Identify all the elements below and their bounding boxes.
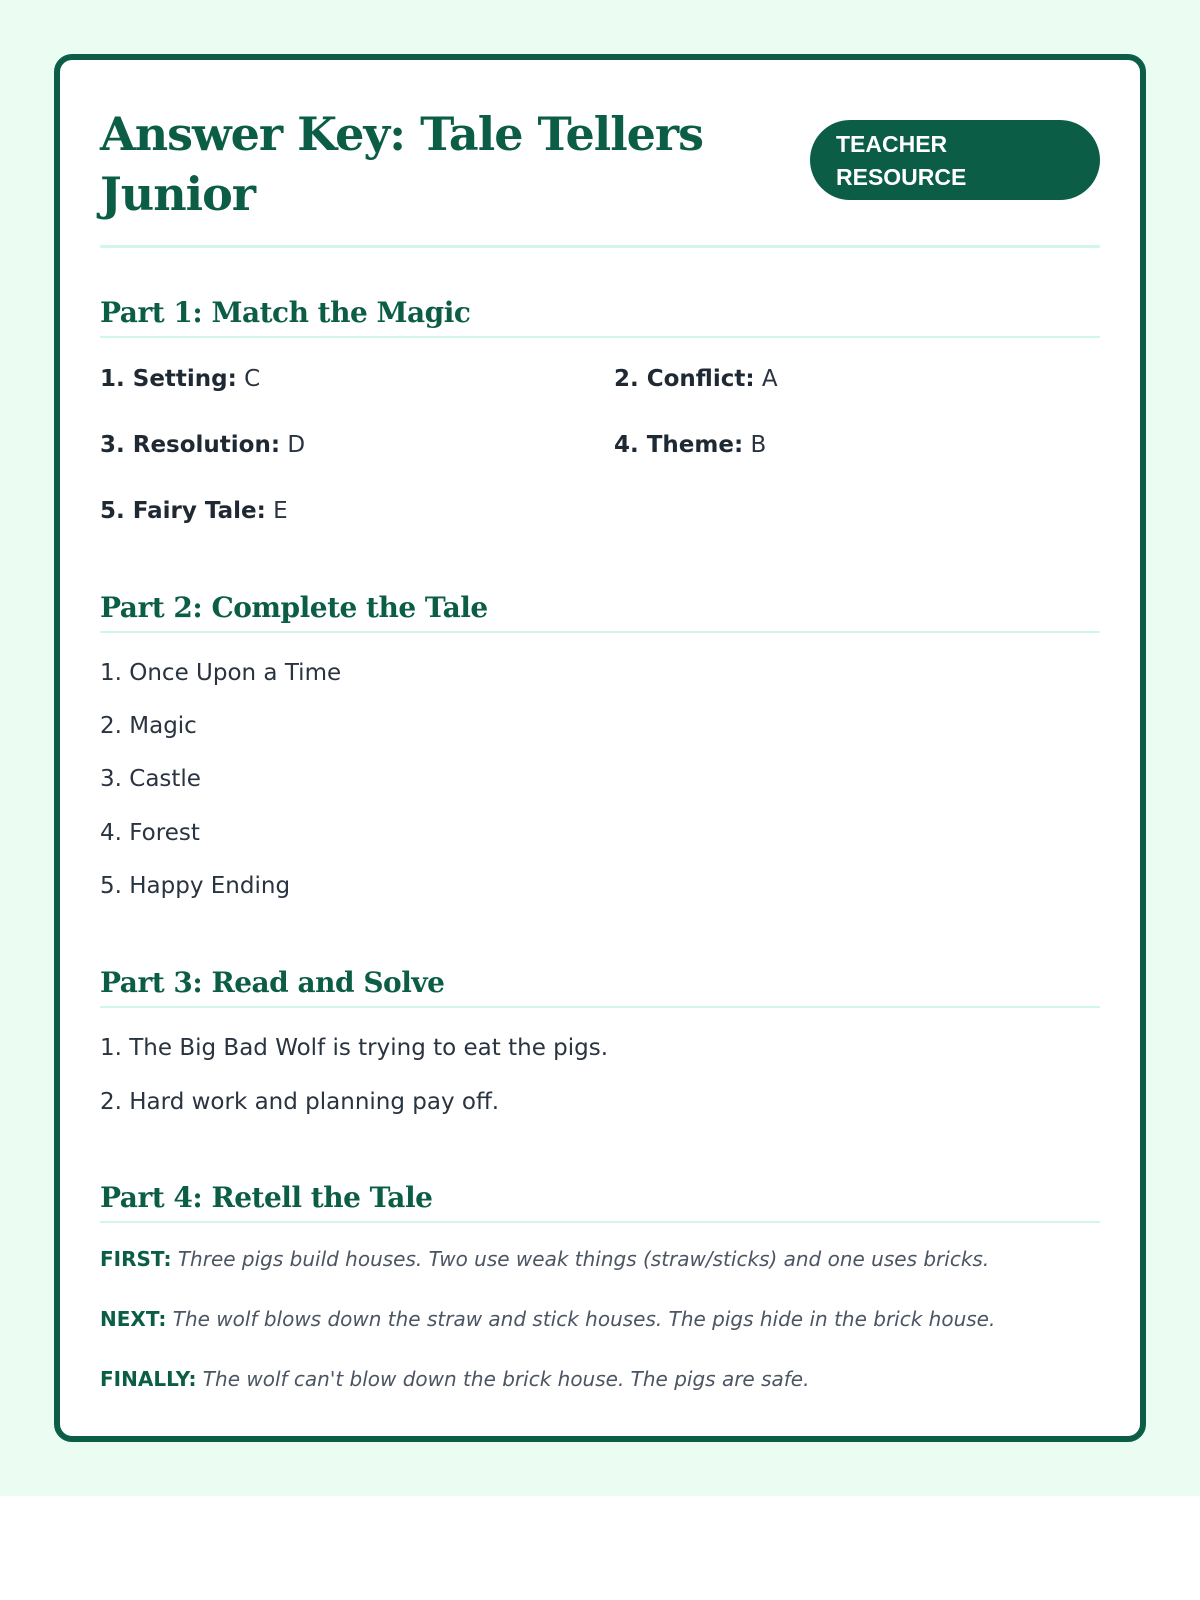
part1-item-label: 3. Resolution:	[100, 432, 281, 458]
retell-item	[100, 1305, 995, 1333]
part3-title: Part 3: Read and Solve	[100, 966, 1100, 1008]
retell-text: Three pigs build houses. Two use weak things (straw/sticks) and one uses bricks.	[177, 1247, 990, 1271]
part2-item: 4. Forest	[100, 820, 200, 846]
part4-title: Part 4: Retell the Tale	[100, 1181, 1100, 1223]
part1-item	[614, 364, 778, 394]
part2-item: 5. Happy Ending	[100, 873, 291, 899]
part1-item-answer: A	[761, 366, 778, 392]
retell-label: FINALLY:	[100, 1367, 197, 1391]
part2-title: Part 2: Complete the Tale	[100, 591, 1100, 633]
part1-item	[100, 364, 260, 394]
part2-item: 2. Magic	[100, 713, 197, 739]
badge-line-2: RESOURCE	[836, 164, 967, 190]
part2-item: 3. Castle	[100, 766, 201, 792]
part1-item-label: 4. Theme:	[614, 432, 744, 458]
part1-item-answer: E	[273, 498, 288, 524]
part3-item: 2. Hard work and planning pay off.	[100, 1089, 500, 1115]
teacher-resource-badge	[810, 120, 1100, 200]
part1-item-label: 2. Conflict:	[614, 366, 755, 392]
part1-item-answer: D	[287, 432, 306, 458]
retell-label: NEXT:	[100, 1307, 167, 1331]
retell-label: FIRST:	[100, 1247, 172, 1271]
retell-item	[100, 1245, 989, 1273]
part2-item: 1. Once Upon a Time	[100, 660, 342, 686]
retell-text: The wolf can't blow down the brick house. The pigs are safe.	[202, 1367, 810, 1391]
page-title: Answer Key: Tale Tellers Junior	[100, 107, 704, 221]
part1-item-label: 1. Setting:	[100, 366, 237, 392]
badge-line-1: TEACHER	[836, 131, 948, 157]
retell-text: The wolf blows down the straw and stick houses. The pigs hide in the brick house.	[172, 1307, 996, 1331]
answer-key-card	[54, 54, 1146, 1442]
header	[100, 104, 1100, 248]
part1-item-answer: C	[244, 366, 261, 392]
retell-item	[100, 1365, 809, 1393]
part1-item	[100, 496, 288, 526]
part1-item-label: 5. Fairy Tale:	[100, 498, 266, 524]
part3-item: 1. The Big Bad Wolf is trying to eat the pigs.	[100, 1035, 609, 1061]
part1-item	[614, 430, 766, 460]
part1-title: Part 1: Match the Magic	[100, 296, 1100, 338]
part1-item	[100, 430, 305, 460]
part1-item-answer: B	[750, 432, 767, 458]
